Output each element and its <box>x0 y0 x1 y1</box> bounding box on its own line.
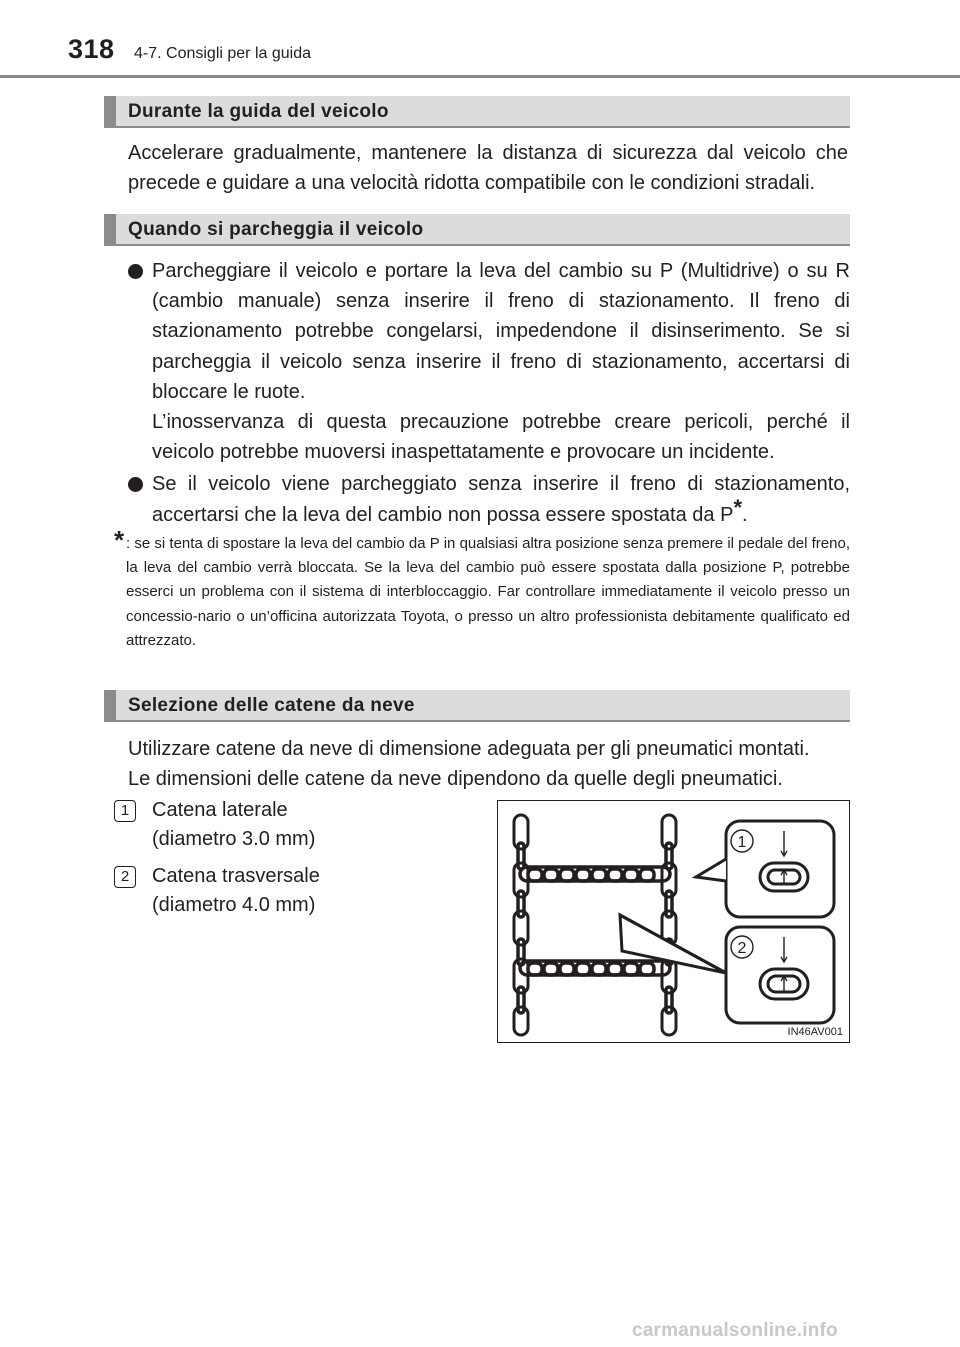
callout-number: 2 <box>114 866 136 888</box>
cross-chain-upper <box>520 867 670 881</box>
page-header <box>0 0 960 80</box>
callout-label: 2 <box>737 940 747 957</box>
section-heading-parking <box>104 214 850 246</box>
driving-paragraph: Accelerare gradualmente, mantenere la distanza di sicurezza dal veicolo che precede e guidare a una velocità ridotta compatibile con le condizioni stradali. <box>128 142 848 194</box>
asterisk-icon: * <box>733 494 742 520</box>
bullet-item <box>128 256 850 467</box>
callout-number: 1 <box>114 800 136 822</box>
text-line: Le dimensioni delle catene da neve dipendono da quelle degli pneumatici. <box>128 768 783 790</box>
bullet-dot-icon <box>128 477 143 492</box>
text-line: Utilizzare catene da neve di dimensione adeguata per gli pneumatici montati. <box>128 738 810 760</box>
parking-bullets <box>128 256 850 530</box>
page-number: 318 <box>68 34 115 64</box>
side-chain-right <box>662 815 676 1035</box>
cross-chain-lower <box>520 961 670 975</box>
bullet-text: Se il veicolo viene parcheggiato senza inserire il freno di stazionamento, accertarsi che la leva del cambio non possa essere spostata da P*. <box>152 473 850 526</box>
bullet-item <box>128 469 850 529</box>
bullet-dot-icon <box>128 264 143 279</box>
figure-code: IN46AV001 <box>787 1026 843 1038</box>
snow-chain-icon <box>498 801 849 1042</box>
section-title: Quando si parcheggia il veicolo <box>128 219 424 240</box>
section-title: Selezione delle catene da neve <box>128 695 415 716</box>
watermark: carmanualsonline.info <box>632 1320 838 1341</box>
bullet-text: Parcheggiare il veicolo e portare la leva del cambio su P (Multidrive) o su R (cambio manuale) senza inserire il freno di stazionamento. Il freno di stazionamento potrebbe congelarsi, impedendone il disinserimento. Se si parcheggia il veicolo senza inserire il freno di stazionamento, accertarsi di bloccare le ruote. <box>152 260 850 403</box>
legend-text: Catena laterale (diametro 3.0 mm) <box>152 799 316 850</box>
footnote-text: : se si tenta di spostare la leva del cambio da P in qualsiasi altra posizione senza premere il pedale del freno, la leva del cambio verrà bloccata. Se la leva del cambio può essere spostata dalla posizione P, potrebbe esserci un problema con il sistema di interbloccaggio. Far controllare immediatamente il veicolo presso un concessio-nario o un’officina autorizzata Toyota, o presso un altro professionista debitamente qualificato ed attrezzato. <box>126 535 850 649</box>
section-title: Durante la guida del veicolo <box>128 101 389 122</box>
snow-chains-text <box>128 734 848 794</box>
section-heading-snow-chains <box>104 690 850 722</box>
chapter-title: 4-7. Consigli per la guida <box>134 45 311 62</box>
side-chain-left <box>514 815 528 1035</box>
snow-chain-illustration <box>497 800 850 1043</box>
header-rule <box>0 75 960 78</box>
section-heading-driving <box>104 96 850 128</box>
footnote <box>114 525 850 653</box>
callout-label: 1 <box>737 834 747 851</box>
asterisk-icon: * <box>114 525 125 555</box>
bullet-note: L’inosservanza di questa precauzione potrebbe creare pericoli, perché il veicolo potrebbe muoversi inaspettatamente e provocare un incidente. <box>152 411 850 464</box>
legend-text: Catena trasversale (diametro 4.0 mm) <box>152 865 320 916</box>
